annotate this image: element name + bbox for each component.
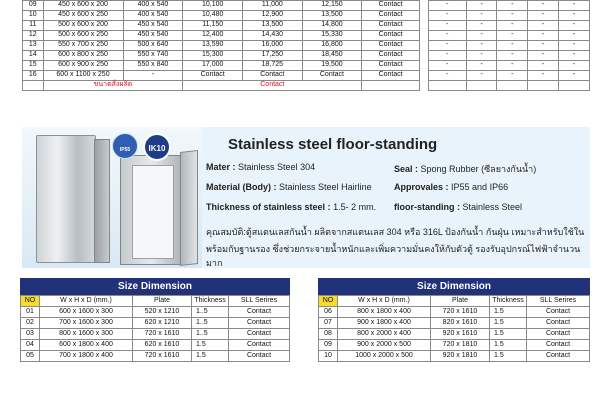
cell-dash: - bbox=[497, 31, 528, 41]
table-row bbox=[429, 71, 590, 81]
cell-p3: Contact bbox=[302, 71, 362, 81]
cell-no: 08 bbox=[319, 329, 338, 340]
cell-no: 05 bbox=[21, 351, 40, 362]
spec-approvals-value: IP55 and IP66 bbox=[451, 182, 509, 192]
cell-p4: Contact bbox=[362, 11, 420, 21]
cell-no: 16 bbox=[23, 71, 44, 81]
cell-plate: 720 x 1610 bbox=[431, 307, 490, 318]
ip55-badge-icon: IP55 bbox=[112, 133, 138, 159]
cell-dash bbox=[466, 81, 497, 91]
spec-seal bbox=[394, 162, 536, 176]
cell-p4: Contact bbox=[362, 21, 420, 31]
cell-plate: 720 x 1810 bbox=[431, 340, 490, 351]
spec-thickness-value: 1.5- 2 mm. bbox=[333, 202, 377, 212]
cell-no: 06 bbox=[319, 307, 338, 318]
cell-dash: - bbox=[466, 1, 497, 11]
cell-no: 15 bbox=[23, 61, 44, 71]
spec-floor-label: floor-standing : bbox=[394, 202, 460, 212]
spec-approvals bbox=[394, 182, 508, 192]
price-table-right bbox=[428, 0, 590, 91]
cell-dash: - bbox=[466, 21, 497, 31]
table-row bbox=[319, 351, 590, 362]
table-row bbox=[429, 11, 590, 21]
cell-dash: - bbox=[429, 71, 467, 81]
table-row-custom bbox=[23, 81, 420, 91]
cell-dash: - bbox=[497, 11, 528, 21]
cell-sll: Contact bbox=[229, 329, 290, 340]
cell-no: 09 bbox=[23, 1, 44, 11]
header-thickness: Thickness bbox=[192, 296, 229, 307]
table-row bbox=[429, 1, 590, 11]
cell-no: 02 bbox=[21, 318, 40, 329]
cell-plate: 400 x 540 bbox=[123, 11, 183, 21]
header-whd: W x H x D (mm.) bbox=[40, 296, 133, 307]
cell-whd: 900 x 1800 x 400 bbox=[338, 318, 431, 329]
table-row bbox=[429, 51, 590, 61]
cell-whd: 700 x 1800 x 400 bbox=[40, 351, 133, 362]
cell-size: 600 x 800 x 250 bbox=[43, 51, 123, 61]
cell-p2: 18,725 bbox=[243, 61, 303, 71]
cell-whd: 600 x 1800 x 400 bbox=[40, 340, 133, 351]
cell-no: 04 bbox=[21, 340, 40, 351]
cell-sll: Contact bbox=[527, 318, 590, 329]
table-row bbox=[429, 61, 590, 71]
table-row bbox=[429, 21, 590, 31]
header-sll: SLL Serires bbox=[229, 296, 290, 307]
cell-p2: 11,000 bbox=[243, 1, 303, 11]
table-row bbox=[21, 318, 290, 329]
cell-dash: - bbox=[466, 41, 497, 51]
cell-plate: 450 x 540 bbox=[123, 21, 183, 31]
spec-thickness-label: Thickness of stainless steel : bbox=[206, 202, 331, 212]
cell-no: 14 bbox=[23, 51, 44, 61]
header-no: NO bbox=[319, 296, 338, 307]
cell-dash: - bbox=[528, 41, 559, 51]
cell-plate: 620 x 1210 bbox=[133, 318, 192, 329]
cell-plate: 620 x 1610 bbox=[133, 340, 192, 351]
cell-whd: 900 x 2000 x 500 bbox=[338, 340, 431, 351]
table-row bbox=[319, 340, 590, 351]
spec-material-label: Material (Body) : bbox=[206, 182, 277, 192]
size-dimension-title: Size Dimension bbox=[318, 278, 590, 295]
cell-p3: 12,150 bbox=[302, 1, 362, 11]
table-row bbox=[23, 31, 420, 41]
cell-dash: - bbox=[466, 51, 497, 61]
cell-p3: 14,800 bbox=[302, 21, 362, 31]
cell-dash: - bbox=[559, 11, 590, 21]
cabinet-open-door bbox=[180, 150, 198, 266]
cell-plate: 920 x 1610 bbox=[431, 329, 490, 340]
spec-mater-label: Mater : bbox=[206, 162, 236, 172]
cell-dash: - bbox=[466, 31, 497, 41]
table-row bbox=[21, 329, 290, 340]
cell-p4: Contact bbox=[362, 61, 420, 71]
table-row bbox=[429, 81, 590, 91]
table-row bbox=[23, 51, 420, 61]
cell-no: 03 bbox=[21, 329, 40, 340]
cell-no: 13 bbox=[23, 41, 44, 51]
cell-dash: - bbox=[559, 1, 590, 11]
spec-material-value: Stainless Steel Hairline bbox=[279, 182, 372, 192]
cell-size: 450 x 600 x 250 bbox=[43, 11, 123, 21]
cell-dash: - bbox=[528, 71, 559, 81]
cell-sll: Contact bbox=[527, 307, 590, 318]
header-sll: SLL Serires bbox=[527, 296, 590, 307]
cell-p4: Contact bbox=[362, 71, 420, 81]
cell-plate: 920 x 1810 bbox=[431, 351, 490, 362]
size-table-right bbox=[318, 295, 590, 362]
cell-sll: Contact bbox=[527, 329, 590, 340]
cell-p1: 11,150 bbox=[183, 21, 243, 31]
cell-plate: 720 x 1610 bbox=[133, 329, 192, 340]
closed-cabinet-image bbox=[36, 135, 96, 263]
size-dimension-right bbox=[318, 278, 590, 362]
size-dimension-left bbox=[20, 278, 290, 362]
cell-dash: - bbox=[559, 61, 590, 71]
cell-dash: - bbox=[497, 61, 528, 71]
cell-thickness: 1.5 bbox=[192, 340, 229, 351]
cell-p1: Contact bbox=[183, 71, 243, 81]
cell-plate: 500 x 640 bbox=[123, 41, 183, 51]
cell-dash: - bbox=[466, 71, 497, 81]
header-plate: Plate bbox=[431, 296, 490, 307]
cell-plate: 520 x 1210 bbox=[133, 307, 192, 318]
cell-p2: 17,250 bbox=[243, 51, 303, 61]
cell-plate: 550 x 740 bbox=[123, 51, 183, 61]
cell-whd: 600 x 1600 x 300 bbox=[40, 307, 133, 318]
cell-no: 07 bbox=[319, 318, 338, 329]
table-row bbox=[21, 351, 290, 362]
cabinet-side-panel bbox=[94, 139, 110, 263]
cell-dash: - bbox=[429, 21, 467, 31]
product-title: Stainless steel floor-standing bbox=[228, 136, 438, 153]
cell-dash: - bbox=[559, 31, 590, 41]
cell-p4: Contact bbox=[362, 51, 420, 61]
cell-dash: - bbox=[528, 61, 559, 71]
cell-size: 600 x 1100 x 250 bbox=[43, 71, 123, 81]
cell-plate: 400 x 540 bbox=[123, 1, 183, 11]
cell-no: 09 bbox=[319, 340, 338, 351]
cell-thickness: 1..5 bbox=[192, 318, 229, 329]
cell-no: 10 bbox=[23, 11, 44, 21]
cell-dash: - bbox=[429, 41, 467, 51]
cell-sll: Contact bbox=[527, 351, 590, 362]
cell-dash bbox=[528, 81, 559, 91]
cell-p1: 15,300 bbox=[183, 51, 243, 61]
cell-sll: Contact bbox=[229, 351, 290, 362]
header-plate: Plate bbox=[133, 296, 192, 307]
header-whd: W x H x D (mm.) bbox=[338, 296, 431, 307]
size-table-left bbox=[20, 295, 290, 362]
table-row bbox=[319, 318, 590, 329]
price-table bbox=[22, 0, 420, 91]
cell-size: 500 x 600 x 200 bbox=[43, 21, 123, 31]
header-no: NO bbox=[21, 296, 40, 307]
spec-thickness bbox=[206, 202, 376, 212]
cell-no: 01 bbox=[21, 307, 40, 318]
description-line-1: คุณสมบัติ:ตู้สแตนเลสกันน้ำ ผลิตจากสแตนเลส 304 หรือ 316L ป้องกันน้ำ กันฝุ่น เหมาะสำหรับใช้ใน bbox=[206, 227, 585, 237]
cell-size: 500 x 600 x 250 bbox=[43, 31, 123, 41]
spec-floor-value: Stainless Steel bbox=[462, 202, 523, 212]
cell-dash: - bbox=[497, 21, 528, 31]
cell-p4: Contact bbox=[362, 41, 420, 51]
cell-whd: 800 x 1800 x 400 bbox=[338, 307, 431, 318]
cell-p1: 17,000 bbox=[183, 61, 243, 71]
table-row bbox=[429, 41, 590, 51]
cell-whd: 800 x 1600 x 300 bbox=[40, 329, 133, 340]
cell-sll: Contact bbox=[229, 318, 290, 329]
table-row bbox=[23, 41, 420, 51]
cell-whd: 800 x 2000 x 400 bbox=[338, 329, 431, 340]
spec-mater-value: Stainless Steel 304 bbox=[238, 162, 316, 172]
description-line-2: พร้อมกับฐานรอง ซึ่งช่วยกระจายน้ำหนักและเพิ่มความมั่นคงให้กับตัวตู้ รองรับอุปกรณ์ไฟฟ้าจำนวนมาก bbox=[206, 244, 581, 268]
cell-dash: - bbox=[497, 51, 528, 61]
cell-p1: 13,590 bbox=[183, 41, 243, 51]
cell-thickness: 1.5 bbox=[490, 340, 527, 351]
cell-sll: Contact bbox=[527, 340, 590, 351]
cell-p1: 12,400 bbox=[183, 31, 243, 41]
spec-material bbox=[206, 182, 372, 192]
cell-p1: 10,100 bbox=[183, 1, 243, 11]
spec-seal-label: Seal : bbox=[394, 164, 419, 174]
cell-thickness: 1..5 bbox=[192, 307, 229, 318]
table-row bbox=[23, 21, 420, 31]
cell-dash: - bbox=[559, 51, 590, 61]
cabinet-image bbox=[22, 127, 202, 268]
cell-dash: - bbox=[528, 31, 559, 41]
spec-floor-standing bbox=[394, 202, 522, 212]
ik10-badge-icon: IK10 bbox=[143, 133, 171, 161]
cell-p3: 15,330 bbox=[302, 31, 362, 41]
table-row bbox=[429, 31, 590, 41]
cell-p3: 18,450 bbox=[302, 51, 362, 61]
table-row bbox=[23, 61, 420, 71]
cell-blank bbox=[23, 81, 44, 91]
table-row bbox=[23, 1, 420, 11]
header-thickness: Thickness bbox=[490, 296, 527, 307]
cell-dash: - bbox=[466, 11, 497, 21]
table-row bbox=[319, 307, 590, 318]
cell-dash bbox=[559, 81, 590, 91]
cell-dash: - bbox=[429, 51, 467, 61]
cell-thickness: 1.5 bbox=[490, 318, 527, 329]
spec-seal-value: Spong Rubber (ซีลยางกันน้ำ) bbox=[420, 164, 537, 174]
cell-whd: 700 x 1600 x 300 bbox=[40, 318, 133, 329]
cell-p4: Contact bbox=[362, 31, 420, 41]
custom-size-value: Contact bbox=[183, 81, 362, 91]
product-banner bbox=[22, 127, 590, 268]
cell-dash: - bbox=[497, 41, 528, 51]
cell-size: 550 x 700 x 250 bbox=[43, 41, 123, 51]
cell-blank bbox=[362, 81, 420, 91]
cell-p3: 13,500 bbox=[302, 11, 362, 21]
custom-size-label: ขนาดสั่งผลิต bbox=[43, 81, 183, 91]
cell-plate: 550 x 840 bbox=[123, 61, 183, 71]
cell-dash bbox=[429, 81, 467, 91]
cell-sll: Contact bbox=[229, 307, 290, 318]
cell-dash: - bbox=[429, 61, 467, 71]
cell-dash: - bbox=[559, 21, 590, 31]
table-row bbox=[23, 11, 420, 21]
cell-dash: - bbox=[429, 31, 467, 41]
cell-dash: - bbox=[466, 61, 497, 71]
cell-plate: 820 x 1610 bbox=[431, 318, 490, 329]
cell-whd: 1000 x 2000 x 500 bbox=[338, 351, 431, 362]
cell-dash: - bbox=[559, 71, 590, 81]
cell-dash: - bbox=[497, 71, 528, 81]
cell-p3: 16,800 bbox=[302, 41, 362, 51]
cell-p1: 10,480 bbox=[183, 11, 243, 21]
table-row bbox=[23, 71, 420, 81]
cell-thickness: 1.5 bbox=[490, 351, 527, 362]
cell-thickness: 1.5 bbox=[490, 307, 527, 318]
table-row bbox=[319, 329, 590, 340]
cell-plate: 450 x 540 bbox=[123, 31, 183, 41]
cell-no: 11 bbox=[23, 21, 44, 31]
cell-p4: Contact bbox=[362, 1, 420, 11]
cell-dash: - bbox=[528, 1, 559, 11]
cell-p2: 13,500 bbox=[243, 21, 303, 31]
cell-no: 12 bbox=[23, 31, 44, 41]
cell-p2: 12,900 bbox=[243, 11, 303, 21]
cell-plate: - bbox=[123, 71, 183, 81]
cell-dash: - bbox=[528, 11, 559, 21]
cell-p3: 19,500 bbox=[302, 61, 362, 71]
cell-p2: Contact bbox=[243, 71, 303, 81]
cell-size: 450 x 600 x 200 bbox=[43, 1, 123, 11]
cell-dash: - bbox=[528, 21, 559, 31]
cell-dash: - bbox=[559, 41, 590, 51]
cell-dash bbox=[497, 81, 528, 91]
cell-sll: Contact bbox=[229, 340, 290, 351]
cell-dash: - bbox=[429, 11, 467, 21]
table-row bbox=[21, 307, 290, 318]
cell-thickness: 1.5 bbox=[192, 351, 229, 362]
spec-approvals-label: Approvales : bbox=[394, 182, 449, 192]
cabinet-mounting-plate bbox=[132, 165, 174, 259]
cell-dash: - bbox=[528, 51, 559, 61]
size-dimension-title: Size Dimension bbox=[20, 278, 290, 295]
cell-p2: 14,430 bbox=[243, 31, 303, 41]
table-row bbox=[21, 340, 290, 351]
cell-thickness: 1..5 bbox=[192, 329, 229, 340]
cell-dash: - bbox=[497, 1, 528, 11]
cell-thickness: 1.5 bbox=[490, 329, 527, 340]
cell-p2: 16,000 bbox=[243, 41, 303, 51]
cell-no: 10 bbox=[319, 351, 338, 362]
cell-plate: 720 x 1610 bbox=[133, 351, 192, 362]
cell-dash: - bbox=[429, 1, 467, 11]
spec-mater bbox=[206, 162, 315, 172]
cell-size: 600 x 900 x 250 bbox=[43, 61, 123, 71]
